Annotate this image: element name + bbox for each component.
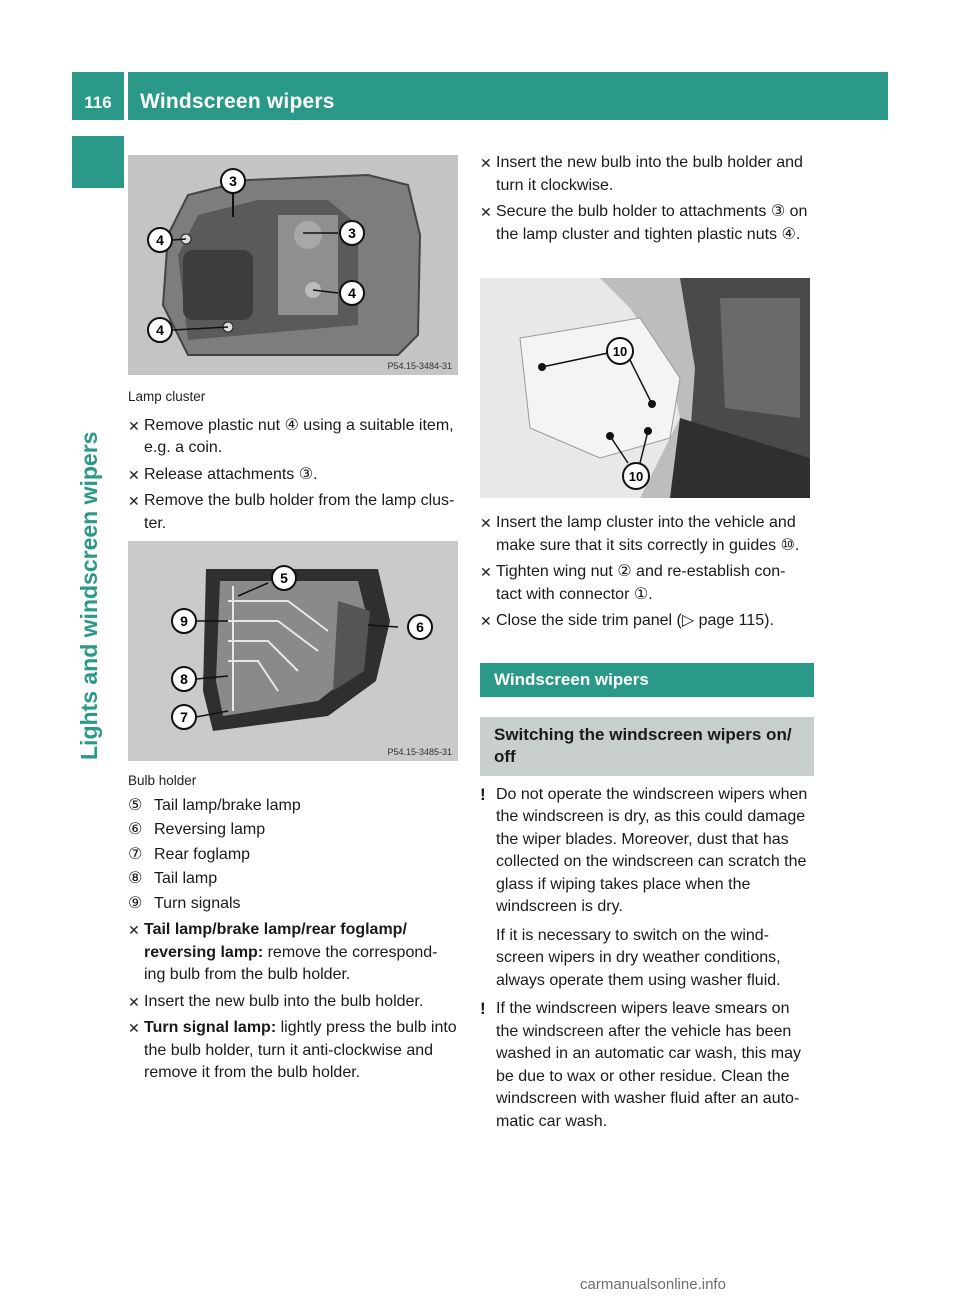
arrow-icon: ✕ (480, 515, 492, 531)
svg-text:10: 10 (612, 344, 628, 359)
arrow-icon: ✕ (480, 613, 492, 629)
step: ✕ Tighten wing nut ② and re-establish con- tact with connector ①. (480, 563, 786, 603)
svg-text:5: 5 (280, 570, 288, 586)
side-tab-label: Lights and windscreen wipers (76, 431, 102, 760)
arrow-icon: ✕ (128, 466, 140, 483)
caption-lamp-cluster: Lamp cluster (128, 389, 206, 404)
svg-text:9: 9 (180, 613, 188, 629)
exclamation-icon: ! (480, 784, 486, 804)
step: ✕ Tail lamp/brake lamp/rear foglamp/ reversing lamp: remove the correspond- ing bulb from the bulb holder. (128, 921, 438, 983)
legend-item: ⑧ Tail lamp (128, 870, 218, 887)
step: ✕ Insert the lamp cluster into the vehicle and make sure that it sits correctly in guides ⑩. (480, 514, 800, 554)
header-divider (124, 72, 128, 120)
arrow-icon: ✕ (480, 204, 492, 220)
step: ✕ Secure the bulb holder to attachments ③ on the lamp cluster and tighten plastic nuts ④. (480, 203, 808, 243)
right-column-top (480, 152, 814, 250)
watermark: carmanualsonline.info (580, 1276, 726, 1293)
bulb-holder-image (128, 541, 458, 761)
image-ref: P54.15-3485-31 (387, 747, 452, 757)
arrow-icon: ✕ (480, 155, 492, 171)
step: ✕ Close the side trim panel (▷ page 115). (480, 610, 814, 633)
page-number: 116 (84, 93, 112, 112)
left-column-bottom (128, 770, 460, 1089)
arrow-icon: ✕ (128, 417, 140, 434)
vehicle-guides-image (480, 278, 810, 498)
step: ✕ Insert the new bulb into the bulb holder. (128, 991, 460, 1014)
left-column-top (128, 386, 460, 539)
svg-text:10: 10 (628, 469, 644, 484)
step: ✕ Insert the new bulb into the bulb holder and turn it clockwise. (480, 154, 803, 194)
svg-text:4: 4 (156, 322, 164, 338)
legend-item: ⑦ Rear foglamp (128, 845, 251, 863)
svg-text:4: 4 (156, 232, 164, 248)
legend-item: ⑨ Turn signals (128, 894, 241, 912)
section-heading: Windscreen wipers (480, 663, 814, 697)
image-ref: P54.15-3484-31 (387, 361, 452, 371)
step: ✕ Release attachments ③. (128, 464, 460, 487)
step: ✕ Remove the bulb holder from the lamp clus- ter. (128, 492, 455, 532)
lamp-cluster-image (128, 155, 458, 375)
right-column-bottom (480, 512, 814, 1139)
image-ref: P54.15-3486-31 (739, 484, 804, 494)
legend-item: ⑤ Tail lamp/brake lamp (128, 796, 301, 814)
step: ✕ Remove plastic nut ④ using a suitable item, e.g. a coin. (128, 416, 454, 456)
arrow-icon: ✕ (128, 1020, 140, 1036)
svg-text:6: 6 (416, 619, 424, 635)
arrow-icon: ✕ (480, 564, 492, 580)
svg-text:4: 4 (348, 285, 356, 301)
side-tab-block (72, 136, 124, 188)
arrow-icon: ✕ (128, 993, 140, 1010)
legend-item: ⑥ Reversing lamp (128, 821, 266, 838)
svg-text:3: 3 (348, 225, 356, 241)
exclamation-icon: ! (480, 999, 486, 1018)
step: ✕ Turn signal lamp: lightly press the bulb into the bulb holder, turn it anti-clockwise and remove it from the bulb holder. (128, 1019, 457, 1081)
subsection-heading: Switching the windscreen wipers on/ off (480, 717, 814, 776)
caption-bulb-holder: Bulb holder (128, 773, 197, 788)
arrow-icon: ✕ (128, 922, 140, 938)
svg-text:3: 3 (229, 173, 237, 189)
page-title: Windscreen wipers (140, 90, 335, 113)
svg-text:8: 8 (180, 671, 188, 687)
warning-note: ! Do not operate the windscreen wipers when the windscreen is dry, as this could damage the wiper blades. Moreover, dust that has collected on the windscreen can scratch the glass if wiping takes place when the windscreen is dry. If it is necessary to switch on the wind- screen wipers in dry weather conditions, always operate them using washer fluid. (480, 784, 808, 989)
svg-text:7: 7 (180, 709, 188, 725)
arrow-icon: ✕ (128, 493, 140, 509)
warning-note: ! If the windscreen wipers leave smears on the windscreen after the vehicle has been washed in an automatic car wash, this may be due to wax or other residue. Clean the windscreen with washer fluid after an auto- matic car wash. (480, 999, 802, 1130)
